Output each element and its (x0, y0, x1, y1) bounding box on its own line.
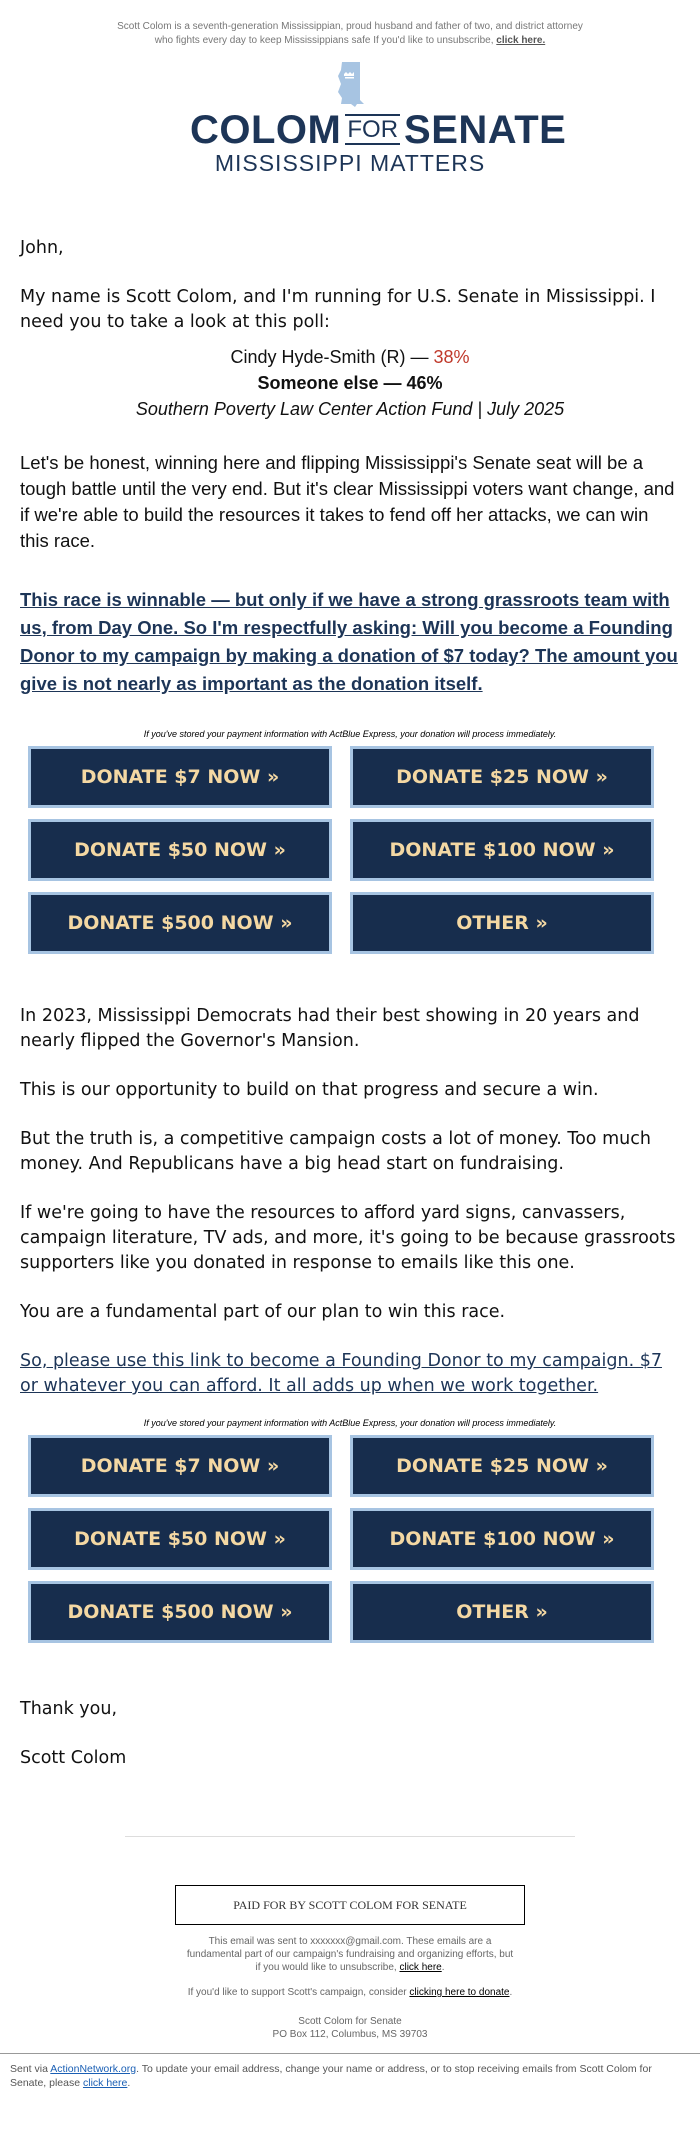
signature: Scott Colom (20, 1748, 127, 1768)
closing-thanks: Thank you, (20, 1699, 118, 1719)
logo-tagline: MISSISSIPPI MATTERS (214, 150, 486, 176)
footer-sent-to (185, 1935, 515, 1974)
preheader (115, 0, 585, 48)
poll-candidate-label: Cindy Hyde-Smith (R) — (230, 347, 434, 367)
donate-button-grid-2 (18, 1435, 682, 1643)
poll-line-2: Someone else — 46% (257, 373, 443, 393)
intro-paragraph: My name is Scott Colom, and I'm running for U.S. Senate in Mississippi. I need you to take a look at this poll: (20, 287, 656, 332)
donate-500-button-2[interactable]: DONATE $500 NOW » (28, 1581, 332, 1643)
footer-unsubscribe-end: . (441, 1962, 445, 1973)
preheader-unsubscribe-link[interactable]: click here. (496, 35, 546, 46)
paragraph-truth: But the truth is, a competitive campaign costs a lot of money. Too much money. And Republicans have a big head start on fundraising. (20, 1129, 651, 1174)
an-unsubscribe-link[interactable]: click here (82, 2077, 128, 2089)
donate-button-grid (18, 746, 682, 954)
donate-7-button[interactable]: DONATE $7 NOW » (28, 746, 332, 808)
donate-other-button-2[interactable]: OTHER » (350, 1581, 654, 1643)
greeting: John, (20, 238, 64, 258)
footer-unsubscribe-link[interactable]: click here (399, 1962, 442, 1973)
donate-25-button-2[interactable]: DONATE $25 NOW » (350, 1435, 654, 1497)
donate-7-button-2[interactable]: DONATE $7 NOW » (28, 1435, 332, 1497)
footer-donate-link[interactable]: clicking here to donate (409, 1987, 510, 1998)
actblue-express-note: If you've stored your payment information with ActBlue Express, your donation will process immediately. (143, 729, 557, 739)
paid-for-disclaimer: PAID FOR BY SCOTT COLOM FOR SENATE (175, 1885, 525, 1925)
email-closing (0, 1697, 700, 1771)
footer-support-end: . (509, 1987, 513, 1998)
poll-block (20, 344, 680, 422)
paragraph-2023: In 2023, Mississippi Democrats had their best showing in 20 years and nearly flipped the Governor's Mansion. (20, 1006, 640, 1051)
founding-donor-link[interactable]: So, please use this link to become a Founding Donor to my campaign. $7 or whatever you can afford. It all adds up when we work together. (20, 1351, 662, 1396)
donate-50-button-2[interactable]: DONATE $50 NOW » (28, 1508, 332, 1570)
mississippi-map-icon (330, 60, 370, 110)
actblue-express-note-2: If you've stored your payment information with ActBlue Express, your donation will process immediately. (143, 1418, 557, 1428)
footer-divider (125, 1836, 575, 1837)
donate-50-button[interactable]: DONATE $50 NOW » (28, 819, 332, 881)
poll-source: Southern Poverty Law Center Action Fund | July 2025 (135, 399, 565, 419)
battle-paragraph: Let's be honest, winning here and flipping Mississippi's Senate seat will be a tough battle until the very end. But it's clear Mississippi voters want change, and if we're able to build the resources it takes to fend off her attacks, we can win this race. (20, 452, 675, 551)
poll-line-1 (20, 344, 680, 370)
donate-other-button[interactable]: OTHER » (350, 892, 654, 954)
footer-address (0, 2015, 700, 2041)
footer-support-text: If you'd like to support Scott's campaign, consider (187, 1987, 407, 1998)
poll-candidate-percent: 38% (433, 347, 470, 367)
email-body-continued (0, 1004, 700, 1399)
email-body (0, 236, 700, 698)
footer-sent-to-text: This email was sent to xxxxxxx@gmail.com. These emails are a fundamental part of our campaign's fundraising and organizing efforts, but if you would like to unsubscribe, (186, 1936, 514, 1973)
preheader-text: Scott Colom is a seventh-generation Mississippian, proud husband and father of two, and district attorney who fights every day to keep Mississippians safe If you'd like to unsubscribe, (117, 21, 583, 46)
an-text: . To update your email address, change your name or address, or to stop receiving emails from Scott Colom for Senate, please (10, 2063, 652, 2089)
logo-wordmark (190, 108, 567, 152)
logo-name-right: SENATE (404, 108, 567, 152)
donate-100-button-2[interactable]: DONATE $100 NOW » (350, 1508, 654, 1570)
paragraph-resources: If we're going to have the resources to afford yard signs, canvassers, campaign literature, TV ads, and more, it's going to be because grassroots supporters like you donated in response to emails like this one. (20, 1203, 676, 1273)
footer-support (0, 1986, 700, 1999)
footer-org-name: Scott Colom for Senate (298, 2016, 402, 2027)
logo-for: FOR (347, 116, 399, 143)
paragraph-opportunity: This is our opportunity to build on that progress and secure a win. (20, 1080, 599, 1100)
donate-100-button[interactable]: DONATE $100 NOW » (350, 819, 654, 881)
donate-500-button[interactable]: DONATE $500 NOW » (28, 892, 332, 954)
footer-org-address: PO Box 112, Columbus, MS 39703 (272, 2029, 428, 2040)
an-end: . (127, 2077, 131, 2089)
actionnetwork-link[interactable]: ActionNetwork.org (50, 2063, 137, 2075)
donate-25-button[interactable]: DONATE $25 NOW » (350, 746, 654, 808)
founding-donor-ask-link[interactable]: This race is winnable — but only if we have a strong grassroots team with us, from Day One. So I'm respectfully asking: Will you become a Founding Donor to my campaign by making a donation of $7 today? The amount you give is not nearly as important as the donation itself. (20, 589, 678, 694)
an-prefix: Sent via (10, 2063, 48, 2075)
logo-name-left: COLOM (190, 108, 342, 152)
campaign-logo (190, 60, 567, 176)
actionnetwork-footer (0, 2053, 700, 2090)
paragraph-fundamental: You are a fundamental part of our plan to win this race. (20, 1302, 506, 1322)
